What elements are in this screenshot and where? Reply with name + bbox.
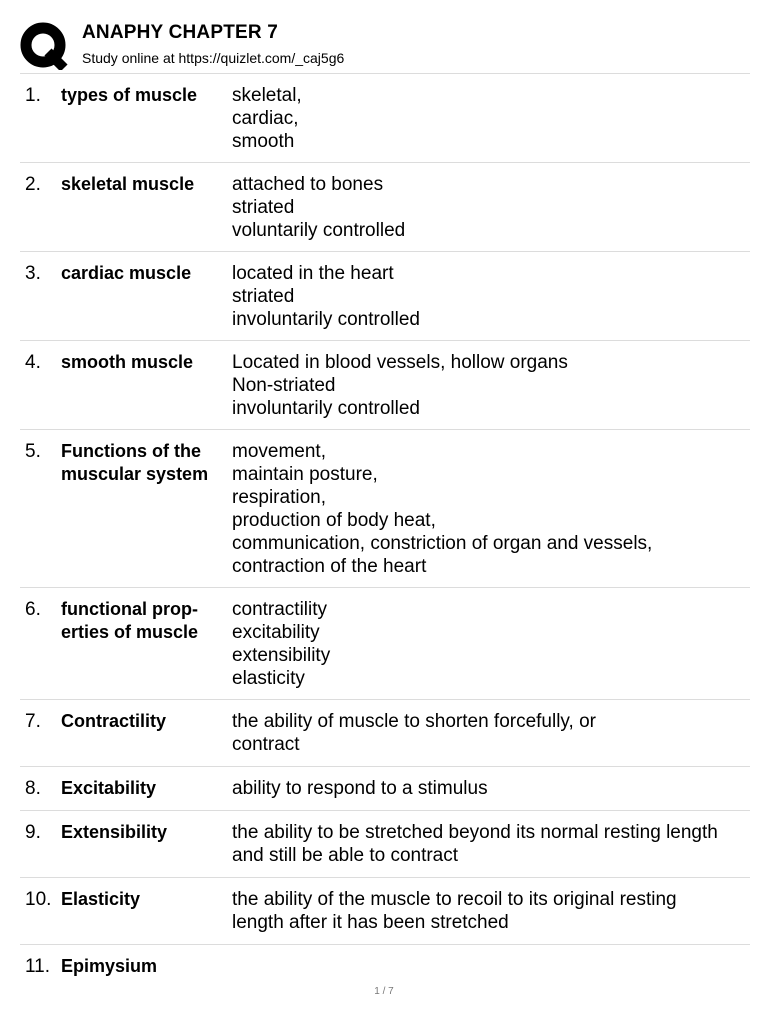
card-number: 1.	[25, 85, 41, 106]
card-number: 4.	[25, 352, 41, 373]
flashcard-row	[20, 944, 750, 989]
card-term: cardiac muscle	[61, 263, 192, 283]
flashcard-row	[20, 73, 750, 162]
card-term: smooth muscle	[61, 352, 194, 372]
card-number: 11.	[25, 956, 51, 977]
card-term: functional prop-erties of muscle	[61, 599, 199, 642]
flashcard-list	[20, 73, 750, 989]
card-number: 7.	[25, 711, 41, 732]
card-term: Elasticity	[61, 889, 141, 909]
card-term: Contractility	[61, 711, 167, 731]
card-term: skeletal muscle	[61, 174, 195, 194]
quizlet-logo-icon	[20, 22, 68, 70]
card-number: 10.	[25, 889, 52, 910]
card-number: 9.	[25, 822, 41, 843]
card-number: 3.	[25, 263, 41, 284]
page-header	[0, 0, 768, 74]
document-title: ANAPHY CHAPTER 7	[82, 22, 279, 43]
card-number: 8.	[25, 778, 41, 799]
flashcard-row	[20, 251, 750, 340]
study-online-link[interactable]: Study online at https://quizlet.com/_caj5g6	[82, 50, 345, 66]
card-definition: located in the heart striated involuntarily controlled	[232, 263, 420, 330]
card-definition: Located in blood vessels, hollow organs Non-striated involuntarily controlled	[232, 352, 568, 419]
card-term: types of muscle	[61, 85, 198, 105]
card-definition: movement, maintain posture, respiration, production of body heat, communication, constriction of organ and vessels, contraction of the heart	[232, 441, 653, 577]
card-term: Excitability	[61, 778, 157, 798]
card-definition: attached to bones striated voluntarily controlled	[232, 174, 406, 241]
card-definition: the ability of muscle to shorten forcefully, or contract	[232, 711, 596, 755]
card-number: 6.	[25, 599, 41, 620]
card-term: Epimysium	[61, 956, 158, 976]
card-definition: the ability to be stretched beyond its normal resting length and still be able to contract	[232, 822, 718, 866]
flashcard-row	[20, 810, 750, 877]
card-term: Extensibility	[61, 822, 168, 842]
flashcard-row	[20, 429, 750, 587]
flashcard-row	[20, 699, 750, 766]
card-definition: skeletal, cardiac, smooth	[232, 85, 302, 152]
page-number: 1 / 7	[374, 986, 394, 997]
card-number: 5.	[25, 441, 41, 462]
flashcard-row	[20, 340, 750, 429]
flashcard-row	[20, 766, 750, 810]
flashcard-row	[20, 877, 750, 944]
card-term: Functions of the muscular system	[61, 441, 209, 484]
flashcard-row	[20, 162, 750, 251]
card-number: 2.	[25, 174, 41, 195]
card-definition: the ability of the muscle to recoil to its original resting length after it has been stretched	[232, 889, 677, 933]
card-definition: contractility excitability extensibility elasticity	[232, 599, 331, 689]
card-definition: ability to respond to a stimulus	[232, 778, 488, 799]
flashcard-row	[20, 587, 750, 699]
